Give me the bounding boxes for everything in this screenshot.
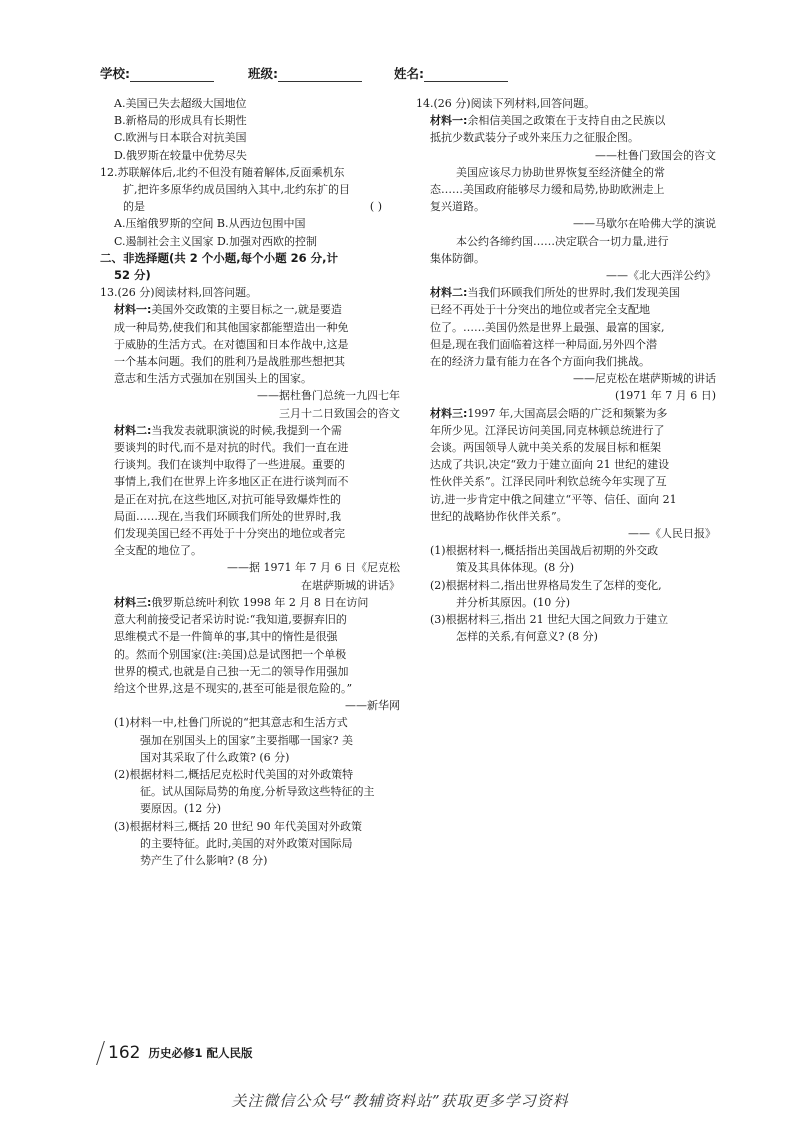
text-line	[416, 594, 716, 611]
line-text: (3)根据材料三,指出 21 世纪大国之间致力于建立	[430, 613, 669, 627]
line-text: 性伙伴关系”。江泽民同叶利钦总统今年实现了互	[430, 475, 667, 489]
line-text: D.俄罗斯在较量中优势尽失	[114, 148, 247, 162]
material-label: 材料三:	[430, 406, 468, 420]
material-text: 余相信美国之政策在于支持自由之民族以	[467, 114, 666, 128]
text-line	[100, 215, 400, 232]
text-line	[100, 594, 400, 611]
line-text: 态……美国政府能够尽力缓和局势,协助欧洲走上	[430, 183, 665, 197]
text-line	[100, 714, 400, 731]
line-text: 访,进一步肯定中俄之间建立“平等、信任、面向 21	[430, 492, 677, 506]
left-column	[100, 95, 400, 869]
text-line	[100, 267, 400, 284]
line-text: C.遏制社会主义国家 D.加强对西欧的控制	[114, 234, 317, 248]
material-label: 材料一:	[114, 303, 152, 317]
line-text: 一个基本问题。我们的胜利乃是战胜那些想把其	[114, 355, 345, 369]
line-text: 行谈判。我们在谈判中取得了一些进展。重要的	[114, 458, 345, 472]
footer-slash-icon	[96, 1041, 105, 1065]
line-text: 52 分)	[114, 268, 151, 283]
text-line	[100, 491, 400, 508]
text-line	[100, 147, 400, 164]
text-line	[100, 646, 400, 663]
text-line	[100, 732, 400, 749]
line-text: ——《北大西洋公约》	[606, 269, 716, 283]
line-text: 是正在对抗,在这些地区,对抗可能导致爆炸性的	[114, 492, 341, 506]
material-label: 材料二:	[430, 286, 468, 300]
text-line	[416, 456, 716, 473]
school-label: 学校:	[100, 66, 130, 81]
line-text: 13.(26 分)阅读材料,回答问题。	[100, 286, 258, 300]
text-line	[416, 628, 716, 645]
text-line	[416, 95, 716, 112]
text-line	[100, 284, 400, 301]
line-text: 世界的模式,也就是自己独一无二的领导作用强加	[114, 664, 349, 678]
line-text: 策及其具体体现。(8 分)	[456, 561, 575, 575]
text-line	[100, 233, 400, 250]
line-text: 们发现美国已经不再处于十分突出的地位或者完	[114, 527, 345, 541]
line-text: (2)根据材料二,概括尼克松时代美国的对外政策特	[114, 767, 354, 781]
page-number: 162	[108, 1043, 141, 1063]
line-text: 集体防御。	[430, 251, 485, 265]
page-footer	[100, 1040, 252, 1066]
line-text: 于威胁的生活方式。在对德国和日本作战中,这是	[114, 337, 349, 351]
text-line	[416, 147, 716, 164]
line-text: 已经不再处于十分突出的地位或者完全支配地	[430, 303, 650, 317]
name-field	[394, 64, 508, 82]
line-text: 位了。……美国仍然是世界上最强、最富的国家,	[430, 320, 665, 334]
text-line	[100, 559, 400, 576]
text-line	[416, 405, 716, 422]
text-line	[416, 491, 716, 508]
text-line	[416, 542, 716, 559]
text-line	[416, 353, 716, 370]
line-text: 局面……现在,当我们环顾我们所处的世界时,我	[114, 509, 341, 523]
text-line	[100, 508, 400, 525]
text-line	[416, 387, 716, 404]
line-text: 扩,把许多原华约成员国纳入其中,北约东扩的目	[123, 183, 350, 197]
text-line	[416, 267, 716, 284]
text-line	[416, 370, 716, 387]
line-text: 事情上,我们在世界上许多地区正在进行谈判而不	[114, 475, 349, 489]
text-line	[100, 112, 400, 129]
text-line	[100, 405, 400, 422]
text-line	[416, 164, 716, 181]
text-line	[416, 233, 716, 250]
text-line	[100, 95, 400, 112]
text-line	[100, 749, 400, 766]
line-text: 并分析其原因。(10 分)	[456, 595, 571, 609]
line-text: (1)材料一中,杜鲁门所说的“把其意志和生活方式	[114, 716, 348, 730]
text-line	[416, 559, 716, 576]
school-field	[100, 64, 214, 82]
text-line	[100, 319, 400, 336]
text-line	[416, 181, 716, 198]
line-text: ——据 1971 年 7 月 6 日《尼克松	[227, 561, 400, 575]
text-line	[100, 353, 400, 370]
text-line	[416, 301, 716, 318]
line-text: 年所少见。江泽民访问美国,同克林顿总统进行了	[430, 423, 665, 437]
text-line	[416, 215, 716, 232]
line-text: ——新华网	[345, 699, 400, 713]
text-line	[416, 439, 716, 456]
line-text: (3)根据材料三,概括 20 世纪 90 年代美国对外政策	[114, 819, 363, 833]
text-line	[100, 422, 400, 439]
text-line	[100, 387, 400, 404]
text-line	[100, 680, 400, 697]
text-line	[416, 473, 716, 490]
text-line	[100, 542, 400, 559]
text-line	[100, 164, 400, 181]
line-text: 复兴道路。	[430, 200, 485, 214]
line-text: B.新格局的形成具有长期性	[114, 114, 247, 128]
line-text: 世纪的战略协作伙伴关系”。	[430, 509, 568, 523]
text-line	[100, 181, 400, 198]
text-line	[416, 336, 716, 353]
line-text: 会谈。两国领导人就中美关系的发展目标和框架	[430, 441, 661, 455]
text-line	[100, 473, 400, 490]
line-text: 征。试从国际局势的角度,分析导致这些特征的主	[140, 785, 375, 799]
line-text: 意大利前接受记者采访时说:“我知道,要摒弃旧的	[114, 613, 347, 627]
bottom-note: 关注微信公众号“教辅资料站”获取更多学习资料	[231, 1092, 569, 1110]
line-text: C.欧洲与日本联合对抗美国	[114, 131, 247, 145]
text-line	[100, 577, 400, 594]
text-line	[100, 697, 400, 714]
line-text: 全支配的地位了。	[114, 544, 202, 558]
header	[100, 64, 570, 84]
book-title: 历史必修1 配人民版	[148, 1046, 253, 1060]
text-line	[100, 198, 400, 215]
class-blank[interactable]	[278, 68, 362, 82]
school-blank[interactable]	[130, 68, 214, 82]
name-label: 姓名:	[394, 66, 424, 81]
line-text: 的主要特征。此时,美国的对外政策对国际局	[140, 836, 353, 850]
line-text: 二、非选择题(共 2 个小题,每个小题 26 分,计	[100, 250, 339, 265]
line-text: 14.(26 分)阅读下列材料,回答问题。	[416, 97, 596, 110]
text-line	[416, 319, 716, 336]
material-text: 美国外交政策的主要目标之一,就是要造	[151, 303, 342, 317]
material-text: 当我们环顾我们所处的世界时,我们发现美国	[467, 286, 680, 300]
text-line	[100, 301, 400, 318]
line-text: 达成了共识,决定“致力于建立面向 21 世纪的建设	[430, 458, 670, 472]
line-text: 的是	[123, 200, 145, 214]
line-text: 思维模式不是一件简单的事,其中的惰性是很强	[114, 630, 338, 644]
line-text: 在堪萨斯城的讲话》	[301, 578, 400, 592]
text-line	[416, 508, 716, 525]
material-text: 1997 年,大国高层会晤的广泛和频繁为多	[467, 406, 668, 420]
text-line	[100, 250, 400, 267]
text-line	[100, 611, 400, 628]
text-line	[416, 611, 716, 628]
line-text: ——杜鲁门致国会的咨文	[595, 148, 716, 162]
line-text: 美国应该尽力协助世界恢复至经济健全的常	[456, 165, 665, 179]
line-text: 但是,现在我们面临着这样一种局面,另外四个潜	[430, 337, 657, 351]
material-text: 当我发表就职演说的时候,我提到一个需	[151, 423, 342, 437]
text-line	[416, 112, 716, 129]
text-line	[100, 852, 400, 869]
text-line	[100, 129, 400, 146]
text-line	[416, 198, 716, 215]
line-text: ——马歇尔在哈佛大学的演说	[573, 217, 716, 231]
text-line	[100, 766, 400, 783]
line-text: (2)根据材料二,指出世界格局发生了怎样的变化,	[430, 578, 662, 592]
line-text: A.压缩俄罗斯的空间 B.从西边包围中国	[114, 217, 306, 231]
line-text: 给这个世界,这是不现实的,甚至可能是很危险的。”	[114, 681, 353, 695]
class-field	[248, 64, 362, 82]
class-label: 班级:	[248, 66, 278, 81]
line-text: 成一种局势,使我们和其他国家都能塑造出一种免	[114, 320, 349, 334]
text-line	[416, 250, 716, 267]
text-line	[100, 663, 400, 680]
line-text: 本公约各缔约国……决定联合一切力量,进行	[456, 234, 669, 248]
material-label: 材料三:	[114, 595, 152, 609]
line-text: 强加在别国头上的国家”主要指哪一国家? 美	[140, 733, 354, 747]
material-label: 材料二:	[114, 423, 152, 437]
line-text: ——据杜鲁门总统一九四七年	[257, 389, 400, 403]
line-text: A.美国已失去超级大国地位	[114, 97, 247, 110]
text-line	[100, 835, 400, 852]
line-text: (1971 年 7 月 6 日)	[614, 389, 716, 403]
text-line	[416, 284, 716, 301]
line-text: 的。然而个别国家(注:美国)总是试图把一个单极	[114, 647, 347, 661]
text-line	[100, 783, 400, 800]
text-line	[100, 628, 400, 645]
line-text: 12.苏联解体后,北约不但没有随着解体,反面乘机东	[100, 165, 345, 179]
line-text: (1)根据材料一,概括指出美国战后初期的外交政	[430, 544, 659, 558]
line-text: ——《人民日报》	[628, 527, 716, 541]
text-line	[100, 370, 400, 387]
line-text: 国对其采取了什么政策? (6 分)	[140, 750, 290, 764]
text-line	[416, 422, 716, 439]
text-line	[416, 525, 716, 542]
name-blank[interactable]	[424, 68, 508, 82]
line-text: 意志和生活方式强加在别国头上的国家。	[114, 372, 312, 386]
text-line	[100, 439, 400, 456]
text-line	[100, 336, 400, 353]
line-text: 要谈判的时代,而不是对抗的时代。我们一直在进	[114, 441, 349, 455]
material-label: 材料一:	[430, 114, 468, 128]
text-line	[100, 456, 400, 473]
text-line	[100, 800, 400, 817]
text-line	[100, 525, 400, 542]
line-text: ——尼克松在堪萨斯城的讲话	[573, 372, 716, 386]
text-line	[416, 129, 716, 146]
right-column	[416, 95, 716, 646]
answer-bracket[interactable]: ( )	[369, 200, 382, 214]
line-text: 三月十二日致国会的咨文	[279, 406, 400, 420]
line-text: 势产生了什么影响? (8 分)	[140, 853, 268, 867]
line-text: 要原因。(12 分)	[140, 802, 222, 816]
line-text: 怎样的关系,有何意义? (8 分)	[456, 630, 598, 644]
line-text: 在的经济力量有能力在各个方面向我们挑战。	[430, 355, 650, 369]
material-text: 俄罗斯总统叶利钦 1998 年 2 月 8 日在访问	[151, 595, 369, 609]
text-line	[416, 577, 716, 594]
line-text: 抵抗少数武装分子或外来压力之征服企图。	[430, 131, 639, 145]
text-line	[100, 818, 400, 835]
